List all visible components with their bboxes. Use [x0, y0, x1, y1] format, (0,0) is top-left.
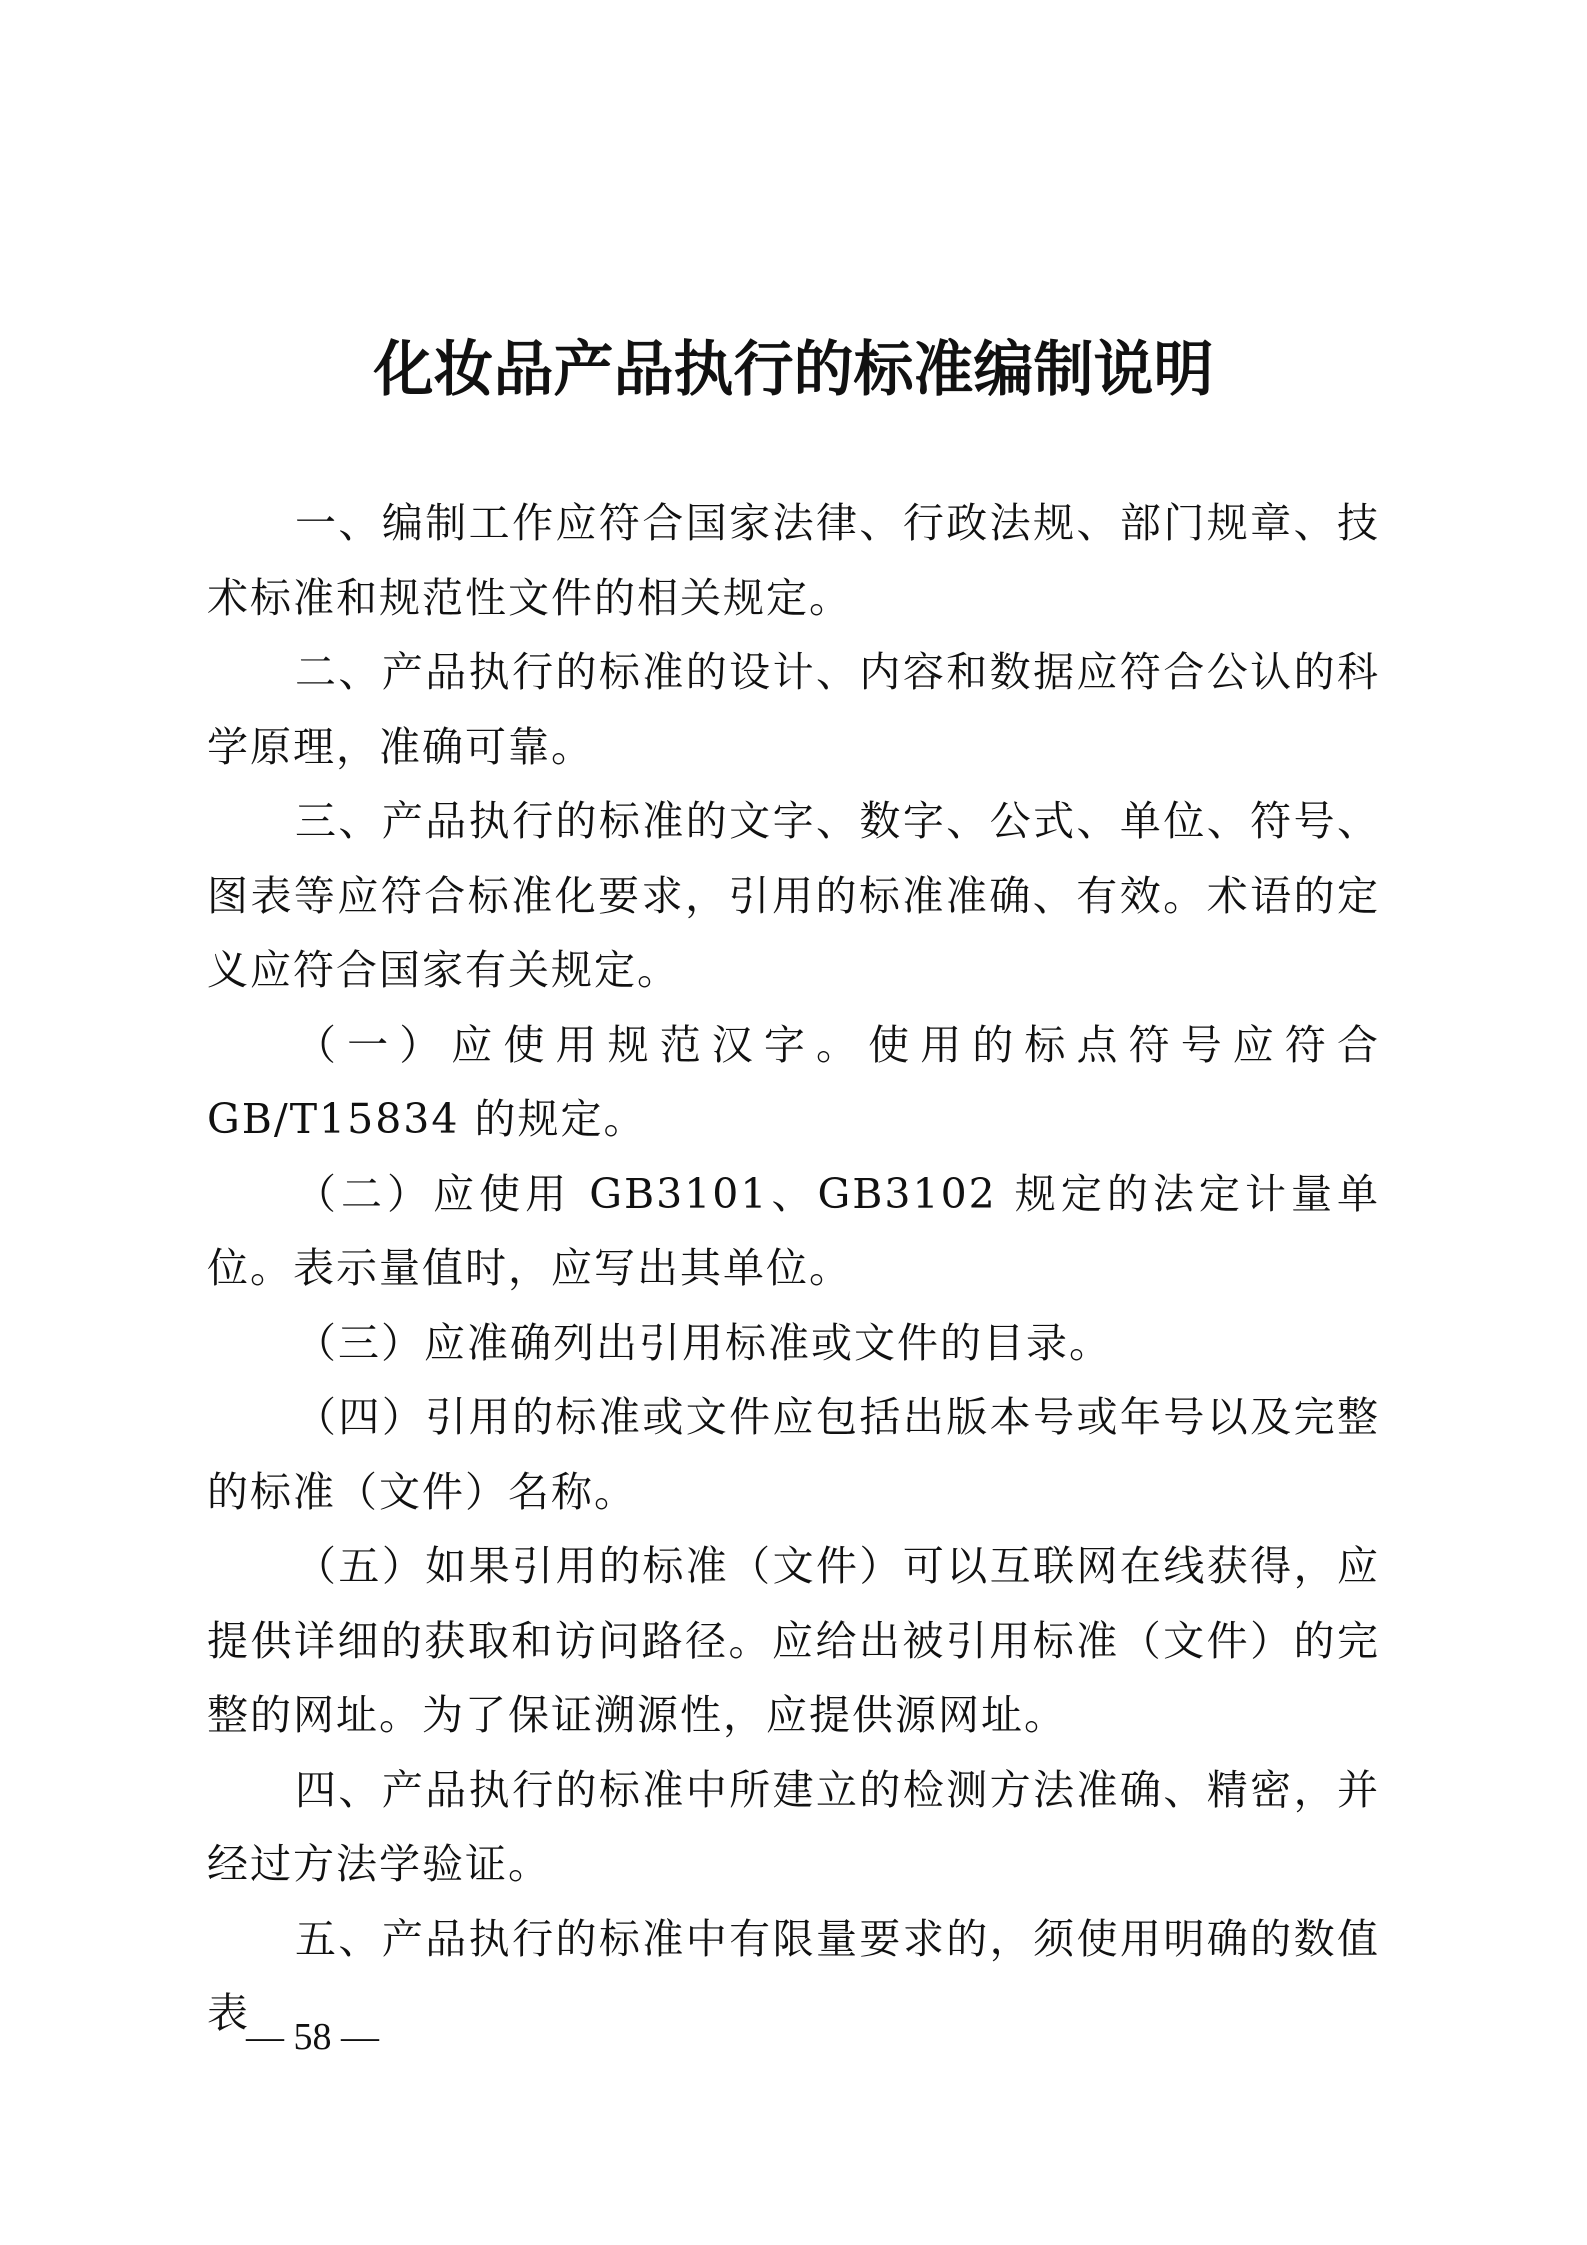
- paragraph-3-item-4: （四）引用的标准或文件应包括出版本号或年号以及完整的标准（文件）名称。: [207, 1393, 1380, 1516]
- page-number: — 58 —: [246, 2016, 379, 2058]
- paragraph-3-item-3: （三）应准确列出引用标准或文件的目录。: [295, 1318, 1112, 1367]
- paragraph-3: 三、产品执行的标准的文字、数字、公式、单位、符号、图表等应符合标准化要求，引用的标准准确、有效。术语的定义应符合国家有关规定。: [207, 797, 1380, 994]
- paragraph-4: 四、产品执行的标准中所建立的检测方法准确、精密，并经过方法学验证。: [207, 1765, 1380, 1888]
- document-body: [207, 486, 1380, 2051]
- paragraph-1: 一、编制工作应符合国家法律、行政法规、部门规章、技术标准和规范性文件的相关规定。: [207, 499, 1380, 622]
- paragraph-5: 五、产品执行的标准中有限量要求的，须使用明确的数值表: [207, 1914, 1380, 2037]
- paragraph-3-item-5: （五）如果引用的标准（文件）可以互联网在线获得，应提供详细的获取和访问路径。应给出被引用标准（文件）的完整的网址。为了保证溯源性，应提供源网址。: [207, 1542, 1380, 1739]
- document-title: 化妆品产品执行的标准编制说明: [373, 335, 1214, 405]
- paragraph-3-item-2: （二）应使用 GB3101、GB3102 规定的法定计量单位。表示量值时，应写出其单位。: [207, 1169, 1380, 1292]
- paragraph-2: 二、产品执行的标准的设计、内容和数据应符合公认的科学原理，准确可靠。: [207, 648, 1380, 771]
- paragraph-3-item-1: （一）应使用规范汉字。使用的标点符号应符合 GB/T15834 的规定。: [207, 1020, 1380, 1143]
